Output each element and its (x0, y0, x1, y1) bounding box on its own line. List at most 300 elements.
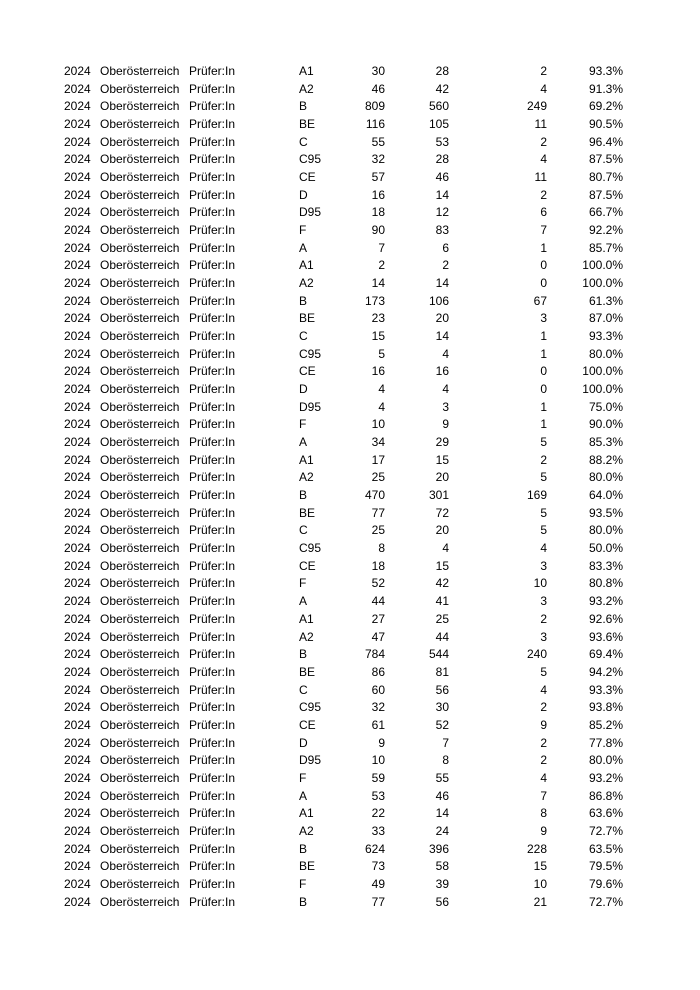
passed-count-cell: 52 (435, 717, 449, 732)
passed-count-cell: 46 (435, 788, 449, 803)
table-row (64, 575, 623, 593)
year-cell: 2024 (64, 488, 91, 503)
role-cell: Prüfer:In (189, 505, 236, 520)
table-row (64, 328, 623, 346)
license-class-cell: F (299, 876, 307, 891)
role-cell: Prüfer:In (189, 134, 236, 149)
license-class-cell: D95 (299, 205, 322, 220)
license-class-cell: A1 (299, 258, 314, 273)
pass-rate-cell: 69.4% (588, 647, 623, 662)
role-cell: Prüfer:In (189, 876, 236, 891)
table-row (64, 558, 623, 576)
year-cell: 2024 (64, 735, 91, 750)
failed-count-cell: 9 (540, 823, 547, 838)
pass-rate-cell: 94.2% (588, 664, 623, 679)
failed-count-cell: 1 (540, 399, 547, 414)
passed-count-cell: 41 (435, 594, 449, 609)
table-row (64, 788, 623, 806)
role-cell: Prüfer:In (189, 717, 236, 732)
passed-count-cell: 83 (435, 223, 449, 238)
passed-count-cell: 58 (435, 859, 449, 874)
pass-rate-cell: 80.0% (588, 753, 623, 768)
pass-rate-cell: 87.5% (588, 187, 623, 202)
table-row (64, 116, 623, 134)
table-row (64, 98, 623, 116)
total-count-cell: 624 (364, 841, 385, 856)
table-row (64, 204, 623, 222)
failed-count-cell: 4 (540, 770, 547, 785)
passed-count-cell: 4 (442, 382, 449, 397)
failed-count-cell: 2 (540, 700, 547, 715)
year-cell: 2024 (64, 64, 91, 78)
passed-count-cell: 46 (435, 170, 449, 185)
year-cell: 2024 (64, 329, 91, 344)
pass-rate-cell: 75.0% (588, 399, 623, 414)
role-cell: Prüfer:In (189, 329, 236, 344)
total-count-cell: 49 (371, 876, 385, 891)
total-count-cell: 15 (371, 329, 385, 344)
failed-count-cell: 0 (540, 364, 547, 379)
year-cell: 2024 (64, 258, 91, 273)
total-count-cell: 25 (371, 470, 385, 485)
license-class-cell: A (299, 240, 308, 255)
region-cell: Oberösterreich (100, 576, 180, 591)
failed-count-cell: 7 (540, 223, 547, 238)
license-class-cell: F (299, 770, 307, 785)
region-cell: Oberösterreich (100, 788, 180, 803)
total-count-cell: 47 (371, 629, 385, 644)
table-row (64, 469, 623, 487)
table-row (64, 699, 623, 717)
role-cell: Prüfer:In (189, 770, 236, 785)
failed-count-cell: 6 (540, 205, 547, 220)
role-cell: Prüfer:In (189, 311, 236, 326)
year-cell: 2024 (64, 841, 91, 856)
region-cell: Oberösterreich (100, 399, 180, 414)
role-cell: Prüfer:In (189, 187, 236, 202)
year-cell: 2024 (64, 399, 91, 414)
role-cell: Prüfer:In (189, 700, 236, 715)
pass-rate-cell: 80.0% (588, 470, 623, 485)
pass-rate-cell: 91.3% (588, 81, 623, 96)
license-class-cell: B (299, 293, 308, 308)
failed-count-cell: 4 (540, 81, 547, 96)
year-cell: 2024 (64, 240, 91, 255)
table-row (64, 187, 623, 205)
total-count-cell: 10 (371, 753, 385, 768)
failed-count-cell: 2 (540, 753, 547, 768)
license-class-cell: BE (299, 859, 316, 874)
license-class-cell: A2 (299, 823, 314, 838)
total-count-cell: 32 (371, 152, 385, 167)
failed-count-cell: 0 (540, 382, 547, 397)
role-cell: Prüfer:In (189, 894, 236, 909)
pass-rate-cell: 83.3% (588, 558, 623, 573)
pass-rate-cell: 61.3% (588, 293, 623, 308)
year-cell: 2024 (64, 81, 91, 96)
region-cell: Oberösterreich (100, 64, 180, 78)
passed-count-cell: 39 (435, 876, 449, 891)
year-cell: 2024 (64, 117, 91, 132)
region-cell: Oberösterreich (100, 117, 180, 132)
role-cell: Prüfer:In (189, 611, 236, 626)
table-row (64, 293, 623, 311)
pass-rate-cell: 72.7% (588, 894, 623, 909)
pass-rate-cell: 85.7% (588, 240, 623, 255)
table-row (64, 540, 623, 558)
region-cell: Oberösterreich (100, 682, 180, 697)
passed-count-cell: 3 (442, 399, 449, 414)
table-row (64, 593, 623, 611)
total-count-cell: 77 (371, 505, 385, 520)
total-count-cell: 116 (365, 117, 385, 132)
region-cell: Oberösterreich (100, 647, 180, 662)
pass-rate-cell: 93.3% (588, 64, 623, 78)
role-cell: Prüfer:In (189, 170, 236, 185)
region-cell: Oberösterreich (100, 894, 180, 909)
table-row (64, 151, 623, 169)
region-cell: Oberösterreich (100, 717, 180, 732)
table-row (64, 823, 623, 841)
year-cell: 2024 (64, 770, 91, 785)
year-cell: 2024 (64, 664, 91, 679)
pass-rate-cell: 88.2% (588, 452, 623, 467)
region-cell: Oberösterreich (100, 134, 180, 149)
failed-count-cell: 2 (540, 134, 547, 149)
region-cell: Oberösterreich (100, 664, 180, 679)
year-cell: 2024 (64, 187, 91, 202)
data-table (64, 63, 623, 911)
year-cell: 2024 (64, 611, 91, 626)
year-cell: 2024 (64, 205, 91, 220)
passed-count-cell: 14 (435, 329, 449, 344)
total-count-cell: 17 (371, 452, 385, 467)
role-cell: Prüfer:In (189, 753, 236, 768)
year-cell: 2024 (64, 700, 91, 715)
pass-rate-cell: 85.2% (588, 717, 623, 732)
region-cell: Oberösterreich (100, 523, 180, 538)
pass-rate-cell: 66.7% (588, 205, 623, 220)
license-class-cell: A2 (299, 276, 314, 291)
failed-count-cell: 4 (540, 541, 547, 556)
year-cell: 2024 (64, 806, 91, 821)
license-class-cell: C (299, 682, 308, 697)
region-cell: Oberösterreich (100, 470, 180, 485)
license-class-cell: BE (299, 117, 316, 132)
license-class-cell: A (299, 788, 308, 803)
role-cell: Prüfer:In (189, 293, 236, 308)
role-cell: Prüfer:In (189, 841, 236, 856)
failed-count-cell: 5 (540, 664, 547, 679)
role-cell: Prüfer:In (189, 594, 236, 609)
year-cell: 2024 (64, 629, 91, 644)
role-cell: Prüfer:In (189, 682, 236, 697)
license-class-cell: F (299, 223, 307, 238)
pass-rate-cell: 86.8% (588, 788, 623, 803)
table-row (64, 841, 623, 859)
region-cell: Oberösterreich (100, 806, 180, 821)
table-row (64, 894, 623, 912)
failed-count-cell: 11 (534, 170, 547, 185)
role-cell: Prüfer:In (189, 81, 236, 96)
table-row (64, 717, 623, 735)
total-count-cell: 22 (371, 806, 385, 821)
total-count-cell: 18 (371, 205, 385, 220)
role-cell: Prüfer:In (189, 223, 236, 238)
table-row (64, 134, 623, 152)
year-cell: 2024 (64, 576, 91, 591)
passed-count-cell: 20 (435, 523, 449, 538)
pass-rate-cell: 63.5% (588, 841, 623, 856)
license-class-cell: F (299, 576, 307, 591)
license-class-cell: A (299, 594, 308, 609)
year-cell: 2024 (64, 99, 91, 114)
region-cell: Oberösterreich (100, 735, 180, 750)
license-class-cell: BE (299, 505, 316, 520)
failed-count-cell: 249 (526, 99, 547, 114)
total-count-cell: 44 (371, 594, 385, 609)
total-count-cell: 16 (371, 187, 385, 202)
license-class-cell: A1 (299, 452, 314, 467)
pass-rate-cell: 87.0% (588, 311, 623, 326)
total-count-cell: 4 (378, 399, 385, 414)
pass-rate-cell: 93.2% (588, 770, 623, 785)
license-class-cell: C (299, 134, 308, 149)
passed-count-cell: 81 (435, 664, 449, 679)
pass-rate-cell: 96.4% (588, 134, 623, 149)
pass-rate-cell: 93.8% (588, 700, 623, 715)
passed-count-cell: 4 (442, 346, 449, 361)
failed-count-cell: 0 (540, 276, 547, 291)
license-class-cell: C95 (299, 346, 322, 361)
total-count-cell: 14 (371, 276, 385, 291)
region-cell: Oberösterreich (100, 187, 180, 202)
table-row (64, 770, 623, 788)
region-cell: Oberösterreich (100, 452, 180, 467)
year-cell: 2024 (64, 435, 91, 450)
year-cell: 2024 (64, 346, 91, 361)
table-row (64, 752, 623, 770)
region-cell: Oberösterreich (100, 223, 180, 238)
role-cell: Prüfer:In (189, 859, 236, 874)
role-cell: Prüfer:In (189, 399, 236, 414)
role-cell: Prüfer:In (189, 435, 236, 450)
passed-count-cell: 6 (442, 240, 449, 255)
failed-count-cell: 8 (540, 806, 547, 821)
year-cell: 2024 (64, 558, 91, 573)
role-cell: Prüfer:In (189, 258, 236, 273)
year-cell: 2024 (64, 823, 91, 838)
role-cell: Prüfer:In (189, 523, 236, 538)
role-cell: Prüfer:In (189, 735, 236, 750)
failed-count-cell: 4 (540, 152, 547, 167)
license-class-cell: B (299, 647, 308, 662)
table-row (64, 81, 623, 99)
total-count-cell: 30 (371, 64, 385, 78)
failed-count-cell: 7 (540, 788, 547, 803)
region-cell: Oberösterreich (100, 258, 180, 273)
total-count-cell: 784 (364, 647, 385, 662)
year-cell: 2024 (64, 894, 91, 909)
total-count-cell: 2 (378, 258, 385, 273)
table-row (64, 363, 623, 381)
region-cell: Oberösterreich (100, 417, 180, 432)
region-cell: Oberösterreich (100, 240, 180, 255)
year-cell: 2024 (64, 541, 91, 556)
passed-count-cell: 72 (435, 505, 449, 520)
passed-count-cell: 106 (428, 293, 449, 308)
passed-count-cell: 4 (442, 541, 449, 556)
total-count-cell: 18 (371, 558, 385, 573)
pass-rate-cell: 79.6% (588, 876, 623, 891)
passed-count-cell: 14 (435, 187, 449, 202)
passed-count-cell: 29 (435, 435, 449, 450)
year-cell: 2024 (64, 505, 91, 520)
license-class-cell: BE (299, 311, 316, 326)
role-cell: Prüfer:In (189, 117, 236, 132)
year-cell: 2024 (64, 753, 91, 768)
pass-rate-cell: 80.7% (588, 170, 623, 185)
license-class-cell: C (299, 329, 308, 344)
total-count-cell: 470 (364, 488, 385, 503)
passed-count-cell: 24 (435, 823, 449, 838)
passed-count-cell: 42 (435, 576, 449, 591)
pass-rate-cell: 64.0% (588, 488, 623, 503)
total-count-cell: 57 (371, 170, 385, 185)
total-count-cell: 10 (371, 417, 385, 432)
role-cell: Prüfer:In (189, 488, 236, 503)
table-row (64, 257, 623, 275)
region-cell: Oberösterreich (100, 823, 180, 838)
role-cell: Prüfer:In (189, 647, 236, 662)
region-cell: Oberösterreich (100, 382, 180, 397)
failed-count-cell: 2 (540, 64, 547, 78)
year-cell: 2024 (64, 594, 91, 609)
pass-rate-cell: 80.0% (588, 346, 623, 361)
failed-count-cell: 2 (540, 735, 547, 750)
table-row (64, 858, 623, 876)
pass-rate-cell: 100.0% (582, 258, 623, 273)
pass-rate-cell: 87.5% (588, 152, 623, 167)
role-cell: Prüfer:In (189, 788, 236, 803)
year-cell: 2024 (64, 717, 91, 732)
license-class-cell: CE (299, 558, 316, 573)
role-cell: Prüfer:In (189, 470, 236, 485)
total-count-cell: 27 (371, 611, 385, 626)
table-row (64, 876, 623, 894)
role-cell: Prüfer:In (189, 382, 236, 397)
license-class-cell: D (299, 187, 308, 202)
total-count-cell: 32 (371, 700, 385, 715)
total-count-cell: 809 (364, 99, 385, 114)
failed-count-cell: 3 (540, 594, 547, 609)
role-cell: Prüfer:In (189, 240, 236, 255)
failed-count-cell: 228 (526, 841, 547, 856)
table-row (64, 222, 623, 240)
total-count-cell: 8 (378, 541, 385, 556)
passed-count-cell: 15 (435, 558, 449, 573)
license-class-cell: A2 (299, 81, 314, 96)
failed-count-cell: 10 (533, 576, 547, 591)
total-count-cell: 73 (371, 859, 385, 874)
license-class-cell: B (299, 99, 308, 114)
passed-count-cell: 56 (435, 894, 449, 909)
failed-count-cell: 4 (540, 682, 547, 697)
license-class-cell: A2 (299, 629, 314, 644)
table-row (64, 240, 623, 258)
failed-count-cell: 21 (533, 894, 547, 909)
pass-rate-cell: 80.8% (588, 576, 623, 591)
passed-count-cell: 396 (428, 841, 449, 856)
passed-count-cell: 53 (435, 134, 449, 149)
region-cell: Oberösterreich (100, 99, 180, 114)
role-cell: Prüfer:In (189, 276, 236, 291)
passed-count-cell: 105 (428, 117, 449, 132)
passed-count-cell: 9 (442, 417, 449, 432)
pass-rate-cell: 100.0% (582, 364, 623, 379)
spreadsheet-page (64, 63, 623, 911)
total-count-cell: 16 (371, 364, 385, 379)
total-count-cell: 60 (371, 682, 385, 697)
license-class-cell: A1 (299, 64, 314, 78)
region-cell: Oberösterreich (100, 205, 180, 220)
total-count-cell: 23 (371, 311, 385, 326)
passed-count-cell: 28 (435, 64, 449, 78)
total-count-cell: 7 (378, 240, 385, 255)
region-cell: Oberösterreich (100, 859, 180, 874)
role-cell: Prüfer:In (189, 346, 236, 361)
failed-count-cell: 3 (540, 558, 547, 573)
table-row (64, 682, 623, 700)
role-cell: Prüfer:In (189, 541, 236, 556)
region-cell: Oberösterreich (100, 876, 180, 891)
year-cell: 2024 (64, 276, 91, 291)
license-class-cell: B (299, 488, 308, 503)
passed-count-cell: 30 (435, 700, 449, 715)
year-cell: 2024 (64, 647, 91, 662)
failed-count-cell: 2 (540, 452, 547, 467)
region-cell: Oberösterreich (100, 541, 180, 556)
failed-count-cell: 5 (540, 470, 547, 485)
pass-rate-cell: 93.3% (588, 329, 623, 344)
role-cell: Prüfer:In (189, 823, 236, 838)
region-cell: Oberösterreich (100, 276, 180, 291)
role-cell: Prüfer:In (189, 629, 236, 644)
region-cell: Oberösterreich (100, 505, 180, 520)
region-cell: Oberösterreich (100, 364, 180, 379)
year-cell: 2024 (64, 311, 91, 326)
year-cell: 2024 (64, 152, 91, 167)
passed-count-cell: 56 (435, 682, 449, 697)
passed-count-cell: 42 (435, 81, 449, 96)
passed-count-cell: 2 (442, 258, 449, 273)
region-cell: Oberösterreich (100, 311, 180, 326)
table-row (64, 611, 623, 629)
passed-count-cell: 7 (442, 735, 449, 750)
pass-rate-cell: 72.7% (588, 823, 623, 838)
table-row (64, 63, 623, 81)
pass-rate-cell: 92.6% (588, 611, 623, 626)
region-cell: Oberösterreich (100, 611, 180, 626)
region-cell: Oberösterreich (100, 81, 180, 96)
region-cell: Oberösterreich (100, 629, 180, 644)
failed-count-cell: 15 (533, 859, 547, 874)
total-count-cell: 33 (371, 823, 385, 838)
license-class-cell: D (299, 382, 308, 397)
year-cell: 2024 (64, 452, 91, 467)
role-cell: Prüfer:In (189, 64, 236, 78)
passed-count-cell: 12 (435, 205, 449, 220)
